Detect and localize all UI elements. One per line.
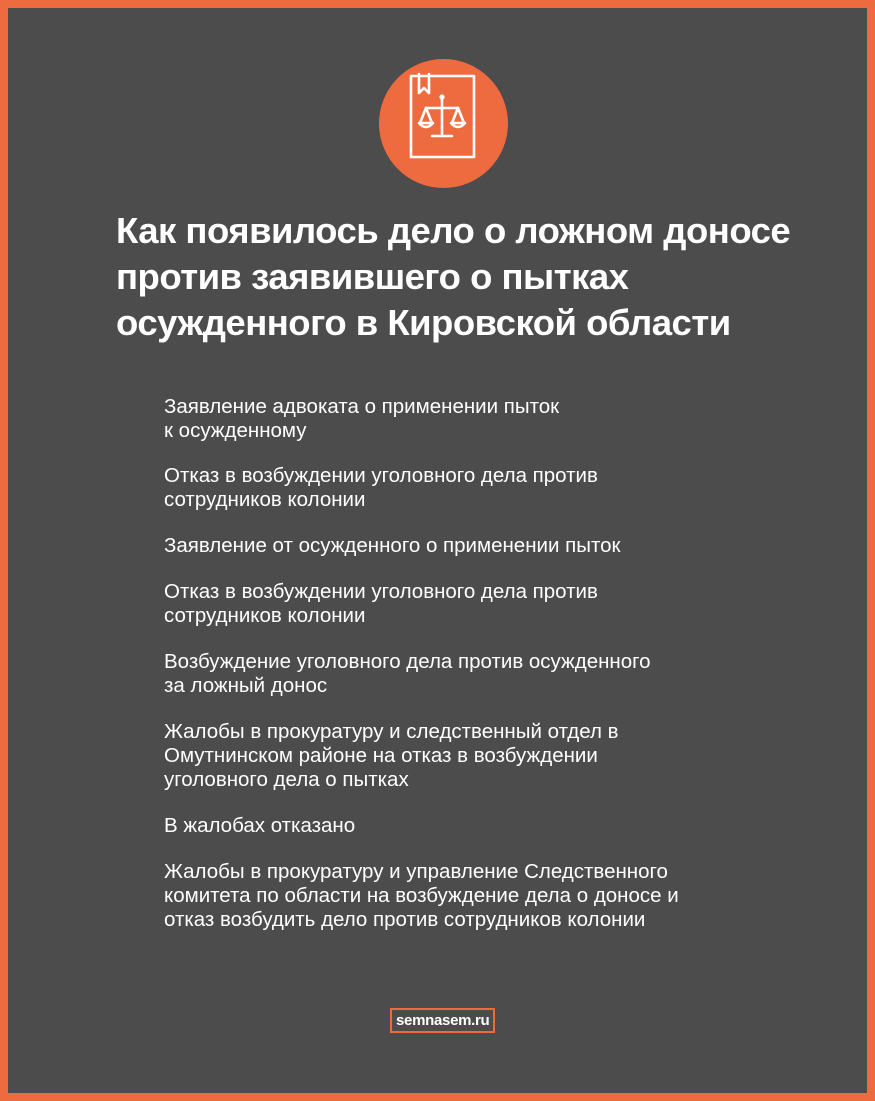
timeline-list bbox=[164, 395, 804, 954]
page-title: Как появилось дело о ложном доносе против заявившего о пытках осужденного в Кировской области bbox=[116, 210, 791, 343]
list-item: Жалобы в прокуратуру и следственный отдел в Омутнинском районе на отказ в возбуждении уголовного дела о пытках bbox=[164, 720, 619, 791]
list-item: Жалобы в прокуратуру и управление Следственного комитета по области на возбуждение дела о доносе и отказ возбудить дело против сотрудников колонии bbox=[164, 860, 679, 931]
list-item: Заявление от осужденного о применении пыток bbox=[164, 534, 621, 557]
document-with-scales-icon bbox=[379, 59, 508, 188]
site-badge: semnasem.ru bbox=[390, 1008, 495, 1033]
list-item: Заявление адвоката о применении пыток к осужденному bbox=[164, 395, 560, 442]
list-item: Отказ в возбуждении уголовного дела против сотрудников колонии bbox=[164, 580, 598, 627]
list-item: Отказ в возбуждении уголовного дела против сотрудников колонии bbox=[164, 464, 598, 511]
list-item: В жалобах отказано bbox=[164, 814, 356, 837]
list-item: Возбуждение уголовного дела против осужденного за ложный донос bbox=[164, 650, 651, 697]
logo-badge bbox=[379, 59, 508, 188]
infographic-card bbox=[8, 8, 867, 1093]
